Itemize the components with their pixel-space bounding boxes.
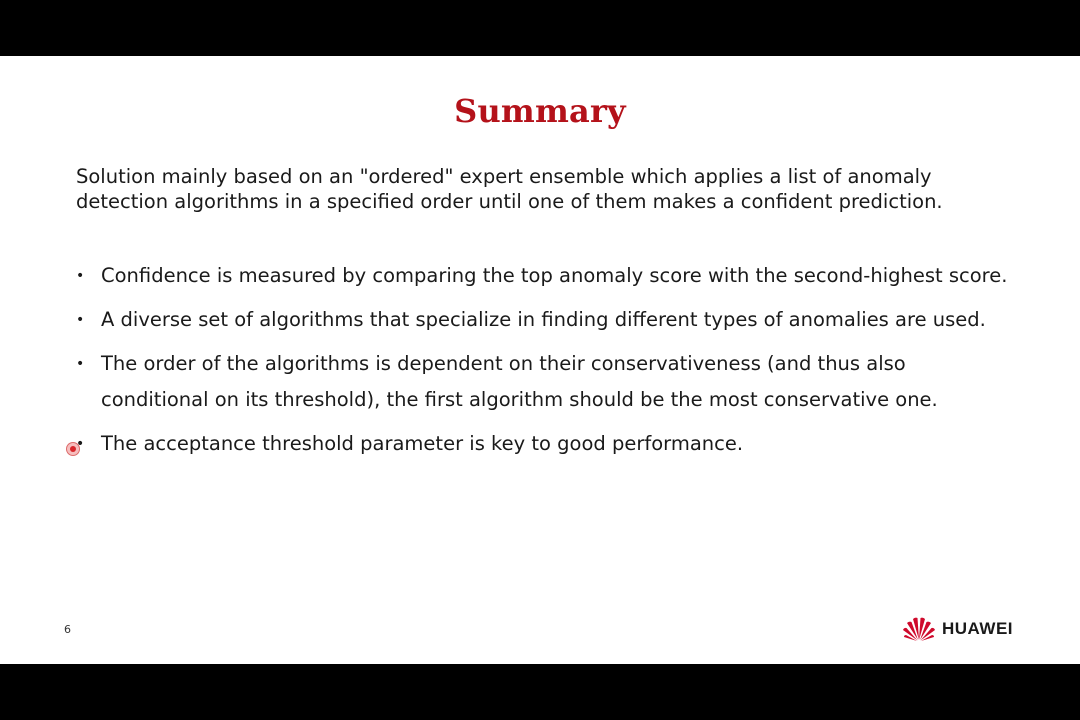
slide-title: Summary (454, 92, 626, 130)
page-number: 6 (64, 623, 71, 636)
bullet-text: Confidence is measured by comparing the top anomaly score with the second-highest score. (101, 264, 1008, 287)
bullet-text: A diverse set of algorithms that specialize in finding different types of anomalies are used. (101, 308, 986, 331)
slide (0, 56, 1080, 664)
bullet-marker: • (76, 436, 85, 452)
laser-pointer-icon (66, 442, 80, 456)
bullet-marker: • (76, 356, 85, 372)
bullet-item (76, 302, 1016, 338)
logo-text: HUAWEI (942, 619, 1013, 638)
bullet-text: The acceptance threshold parameter is key to good performance. (101, 432, 744, 455)
bullet-marker: • (76, 268, 85, 284)
intro-paragraph: Solution mainly based on an "ordered" expert ensemble which applies a list of anomaly detection algorithms in a specified order until one of them makes a confident prediction. (76, 165, 943, 213)
bullet-marker: • (76, 312, 85, 328)
bullet-item (76, 258, 1016, 294)
bullet-text: The order of the algorithms is dependent on their conservativeness (and thus also conditional on its threshold), the first algorithm should be the most conservative one. (101, 352, 938, 411)
letterbox-top (0, 0, 1080, 56)
huawei-flower-icon (902, 616, 936, 642)
bullet-item (76, 346, 1016, 418)
bullet-list (76, 258, 1016, 470)
huawei-logo (902, 616, 1013, 642)
letterbox-bottom (0, 664, 1080, 720)
bullet-item (76, 426, 1016, 462)
